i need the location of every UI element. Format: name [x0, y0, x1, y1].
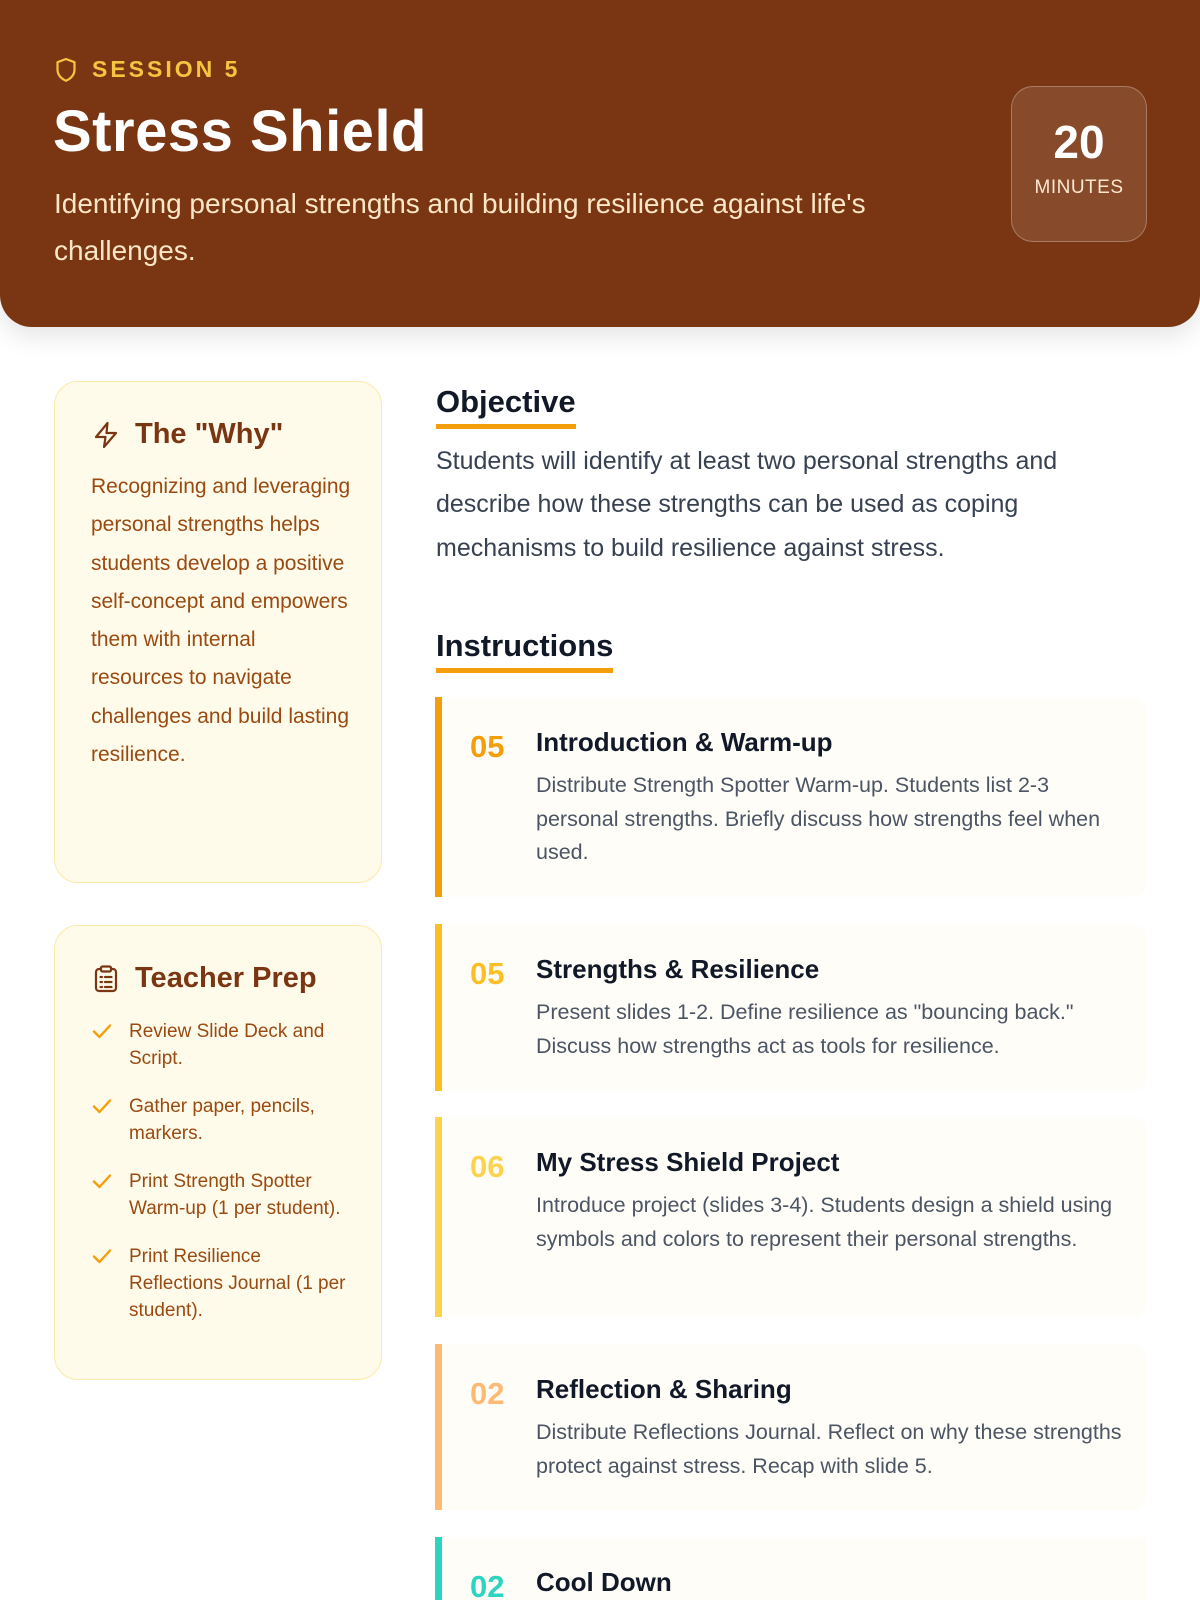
step-title: Strengths & Resilience: [536, 954, 820, 984]
objective-heading: Objective: [436, 384, 576, 429]
prep-item-text: Review Slide Deck and Script.: [129, 1021, 325, 1069]
step-minutes: 02: [470, 1376, 505, 1411]
step-title: Introduction & Warm-up: [536, 727, 833, 757]
instruction-step: [435, 697, 1147, 897]
step-description: Introduce project (slides 3-4). Students design a shield using symbols and colors to represent their personal strengths.: [536, 1193, 1113, 1251]
duration-badge: [1011, 86, 1147, 242]
checkmark-icon: [91, 1095, 113, 1117]
prep-item-text: Print Strength Spotter Warm-up (1 per student).: [129, 1171, 341, 1219]
step-title: My Stress Shield Project: [536, 1147, 840, 1177]
instruction-step: [435, 1344, 1147, 1510]
prep-card-header: [91, 962, 317, 995]
instruction-step: [435, 1537, 1147, 1600]
instruction-step: [435, 1117, 1147, 1317]
prep-item-text: Gather paper, pencils, markers.: [129, 1096, 315, 1144]
why-card: [54, 381, 382, 883]
why-card-title: The "Why": [135, 418, 284, 450]
why-card-text: Recognizing and leveraging personal strengths helps students develop a positive self-concept and empowers them with internal resources to navigate challenges and build lasting resilience.: [91, 475, 351, 767]
step-description: Present slides 1-2. Define resilience as "bouncing back." Discuss how strengths act as tools for resilience.: [536, 1000, 1074, 1058]
clipboard-icon: [91, 964, 121, 994]
step-minutes: 05: [470, 956, 505, 991]
instruction-step: [435, 924, 1147, 1091]
prep-item: [91, 1168, 351, 1222]
step-minutes: 02: [470, 1569, 505, 1600]
prep-card-title: Teacher Prep: [135, 962, 317, 994]
shield-icon: [54, 57, 78, 83]
why-card-header: [91, 418, 283, 451]
step-description: Distribute Reflections Journal. Reflect on why these strengths protect against stress. Recap with slide 5.: [536, 1420, 1122, 1478]
session-tag: [54, 56, 240, 83]
teacher-prep-card: [54, 925, 382, 1380]
step-minutes: 06: [470, 1149, 505, 1184]
duration-unit: MINUTES: [1034, 177, 1124, 198]
page-subtitle: Identifying personal strengths and building resilience against life's challenges.: [54, 188, 866, 266]
page-title: Stress Shield: [53, 99, 427, 164]
step-title: Reflection & Sharing: [536, 1374, 792, 1404]
checkmark-icon: [91, 1170, 113, 1192]
prep-item-text: Print Resilience Reflections Journal (1 per student).: [129, 1246, 346, 1321]
duration-value: 20: [1053, 116, 1105, 168]
prep-item: [91, 1093, 351, 1147]
prep-item: [91, 1243, 351, 1324]
session-header: [0, 0, 1200, 327]
checkmark-icon: [91, 1020, 113, 1042]
instructions-heading: Instructions: [436, 628, 613, 673]
prep-checklist: [91, 1018, 351, 1345]
checkmark-icon: [91, 1245, 113, 1267]
session-label: SESSION 5: [92, 56, 241, 82]
lightning-bolt-icon: [91, 420, 121, 450]
step-minutes: 05: [470, 729, 505, 764]
step-title: Cool Down: [536, 1567, 672, 1597]
prep-item: [91, 1018, 351, 1072]
step-description: Distribute Strength Spotter Warm-up. Students list 2-3 personal strengths. Briefly discuss how strengths feel when used.: [536, 773, 1101, 864]
objective-text: Students will identify at least two personal strengths and describe how these strengths can be used as coping mechanisms to build resilience against stress.: [436, 447, 1058, 562]
